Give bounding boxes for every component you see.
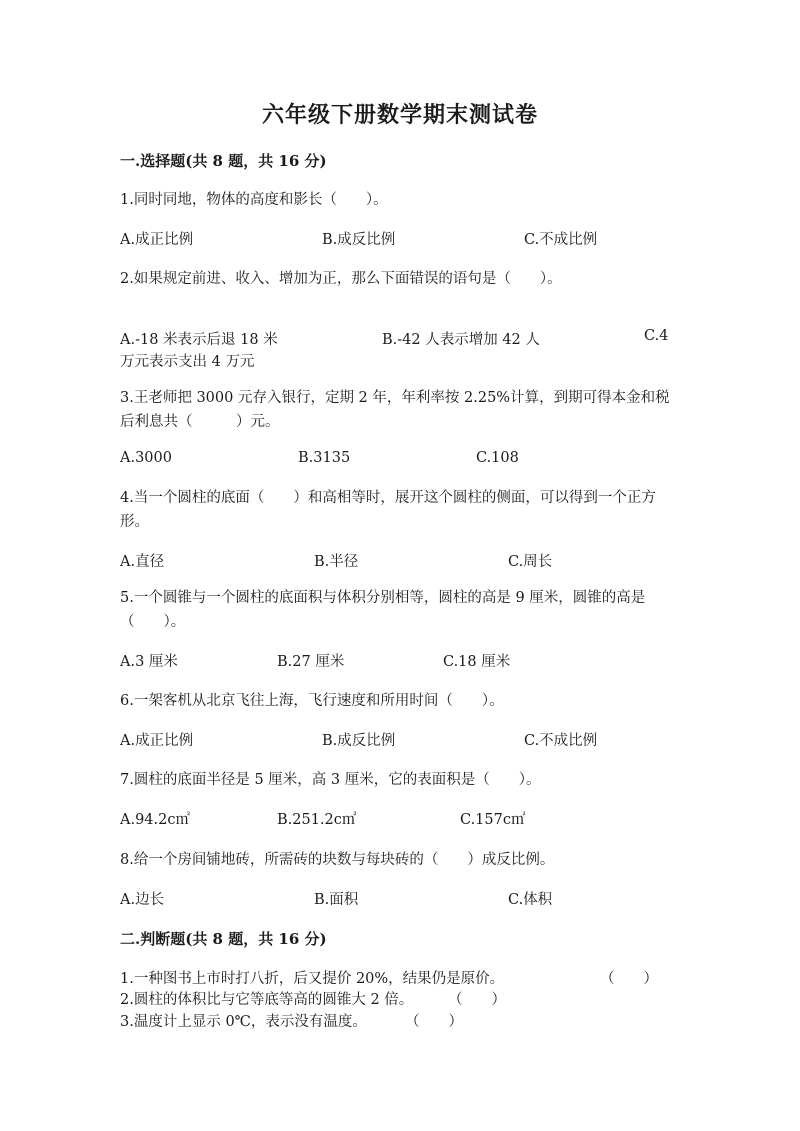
question-3-option-b: B.3135 xyxy=(298,450,351,466)
question-1-option-b: B.成反比例 xyxy=(322,232,396,248)
question-4-text: 4.当一个圆柱的底面（ ）和高相等时，展开这个圆柱的侧面，可以得到一个正方形。 xyxy=(120,490,656,530)
question-4-option-a: A.直径 xyxy=(120,554,165,570)
question-5-text: 5.一个圆锥与一个圆柱的底面积与体积分别相等，圆柱的高是 9 厘米，圆锥的高是（ ）。 xyxy=(120,590,646,630)
question-6-option-b: B.成反比例 xyxy=(322,733,396,749)
judgement-item-2-text: 2.圆柱的体积比与它等底等高的圆锥大 2 倍。 xyxy=(120,992,414,1008)
question-3-text: 3.王老师把 3000 元存入银行，定期 2 年，年利率按 2.25%计算，到期可得本金和税后利息共（ ）元。 xyxy=(120,390,670,430)
question-3-option-c: C.108 xyxy=(476,450,519,466)
question-8-option-c: C.体积 xyxy=(508,892,553,908)
question-8-text: 8.给一个房间铺地砖，所需砖的块数与每块砖的（ ）成反比例。 xyxy=(120,852,555,868)
question-7-option-c: C.157c㎡ xyxy=(460,812,526,828)
question-7-option-b: B.251.2c㎡ xyxy=(277,812,357,828)
judgement-item-1-text: 1.一种图书上市时打八折，后又提价 20%，结果仍是原价。 xyxy=(120,971,505,987)
question-2-option-a: A.-18 米表示后退 18 米 xyxy=(120,332,278,348)
question-5-option-a: A.3 厘米 xyxy=(120,654,178,670)
question-2-option-b: B.-42 人表示增加 42 人 xyxy=(382,332,540,348)
question-3-option-a: A.3000 xyxy=(120,450,172,466)
question-2-text: 2.如果规定前进、收入、增加为正，那么下面错误的语句是（ ）。 xyxy=(120,271,562,287)
judgement-item-2-answer-blank: （ ） xyxy=(448,992,506,1008)
judgement-item-2 xyxy=(120,988,413,1009)
page-title: 六年级下册数学期末测试卷 xyxy=(261,102,538,128)
question-1-text: 1.同时同地，物体的高度和影长（ ）。 xyxy=(120,192,388,208)
question-8-option-b: B.面积 xyxy=(314,892,359,908)
question-6-text: 6.一架客机从北京飞往上海，飞行速度和所用时间（ ）。 xyxy=(120,693,504,709)
judgement-item-3-text: 3.温度计上显示 0℃，表示没有温度。 xyxy=(120,1014,367,1030)
question-4-option-c: C.周长 xyxy=(508,554,553,570)
question-2-option-c-continued: 万元表示支出 4 万元 xyxy=(120,354,255,370)
question-1-option-c: C.不成比例 xyxy=(524,232,598,248)
judgement-item-1-answer-blank: （ ） xyxy=(600,971,658,987)
question-2-option-c: C.4 xyxy=(644,328,669,344)
section-heading-judgement: 二.判断题(共 8 题，共 16 分) xyxy=(120,930,327,948)
question-5-option-c: C.18 厘米 xyxy=(443,654,511,670)
judgement-item-1 xyxy=(120,967,504,988)
question-6-option-c: C.不成比例 xyxy=(524,733,598,749)
question-6-option-a: A.成正比例 xyxy=(120,733,194,749)
question-4-option-b: B.半径 xyxy=(314,554,359,570)
question-7-option-a: A.94.2c㎡ xyxy=(120,812,190,828)
judgement-item-3 xyxy=(120,1010,367,1031)
judgement-item-3-answer-blank: （ ） xyxy=(405,1014,463,1030)
section-heading-choice: 一.选择题(共 8 题，共 16 分) xyxy=(120,152,327,170)
question-7-text: 7.圆柱的底面半径是 5 厘米，高 3 厘米，它的表面积是（ ）。 xyxy=(120,772,541,788)
question-8-option-a: A.边长 xyxy=(120,892,165,908)
question-1-option-a: A.成正比例 xyxy=(120,232,194,248)
question-5-option-b: B.27 厘米 xyxy=(277,654,345,670)
